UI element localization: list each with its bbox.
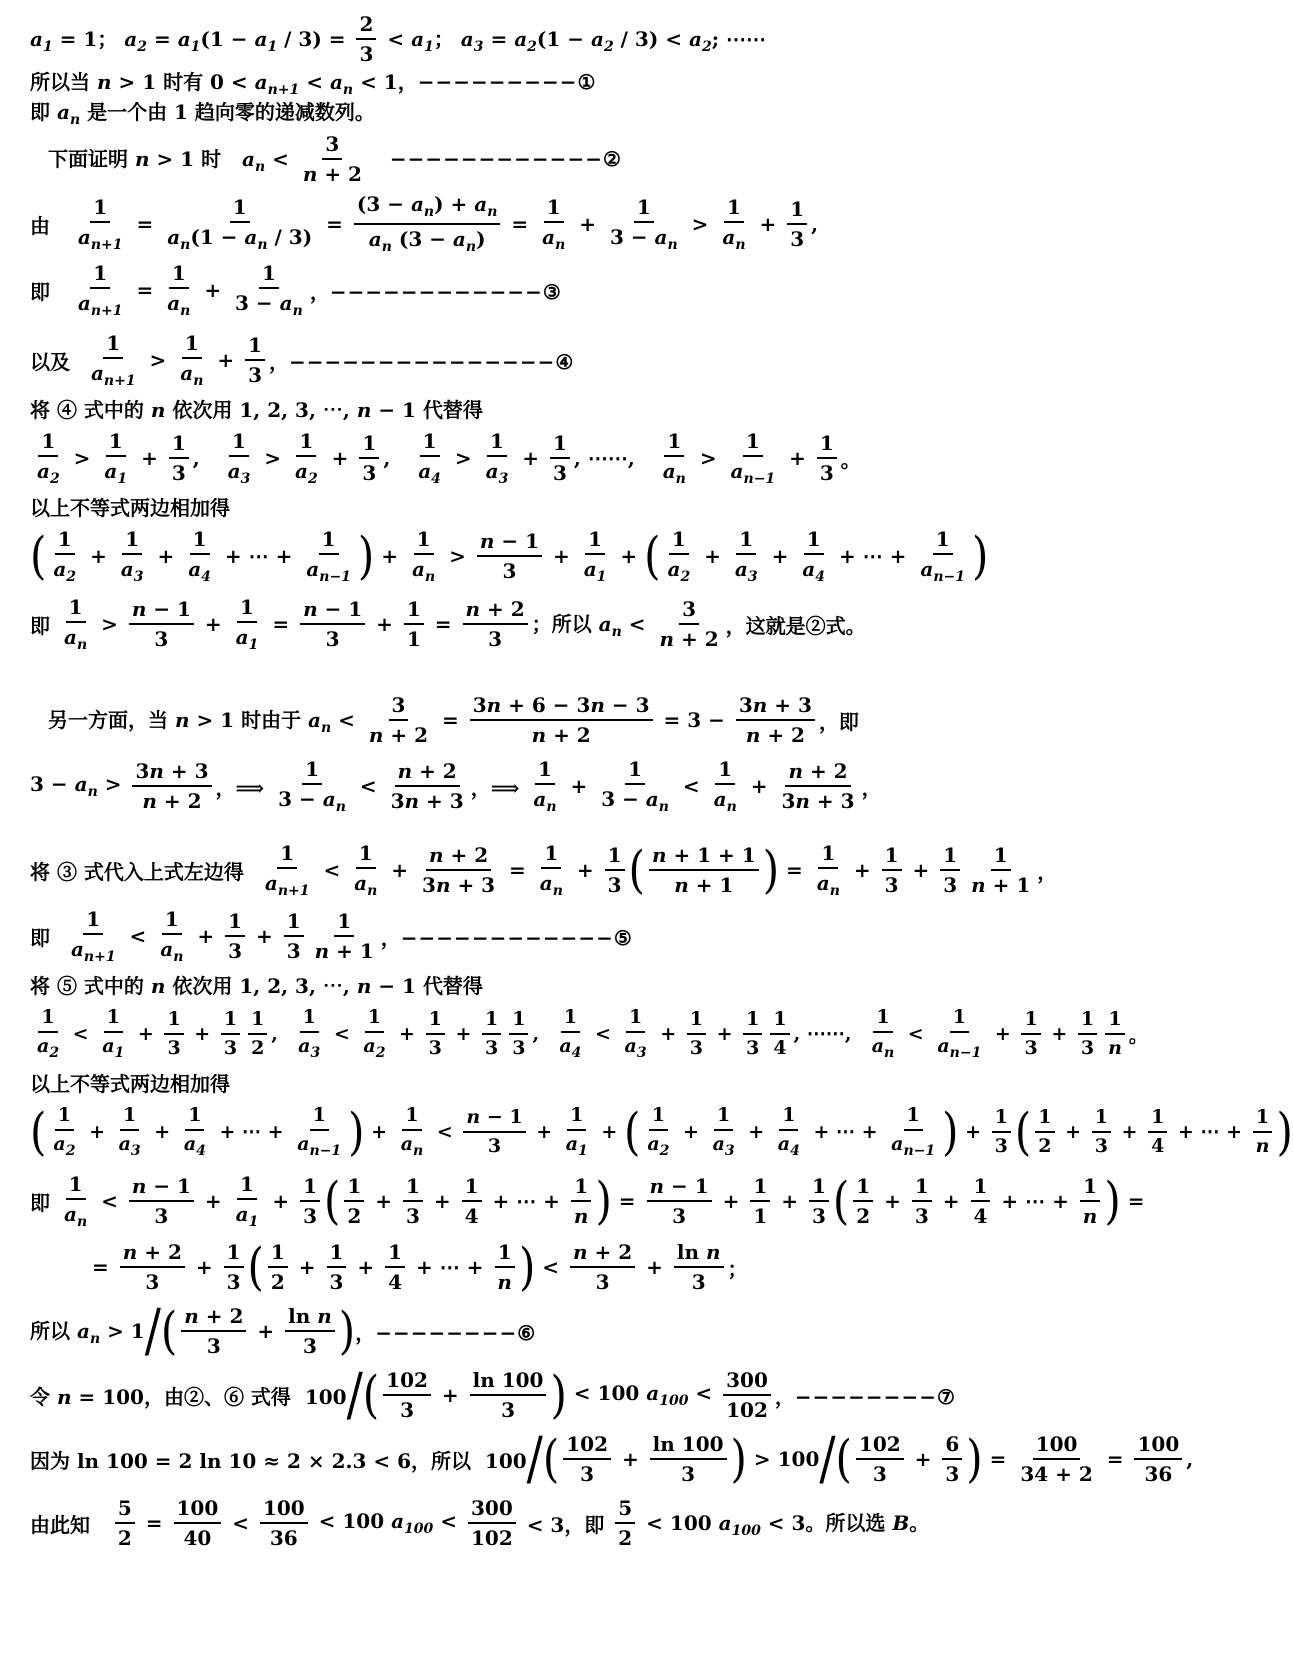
- math-line-5: 由 $\frac{1}{a_{n+1}}$ = $\frac{1}{a_n(1 - a_n / 3)}$ = $\frac{(3 - a_n) + a_n}{a_n (3 - a_n)}$ = $\frac{1}{a_n}$ + $\frac{1}{3 - a_n}$ > $\frac{1}{a_n}$ + $\frac{1}{3}$ ,: [30, 192, 819, 255]
- math-line-12: 即 $\frac{1}{a_n}$ > $\frac{n - 1}{3}$ + $\frac{1}{a_1}$ = $\frac{n - 1}{3}$ + $\frac{1}{1}$ = $\frac{n + 2}{3}$ ；所以 $a_n$ < $\frac{3}{n + 2}$ ，这就是②式。: [30, 594, 866, 653]
- math-line-3: 即 $a_n$ 是一个由 1 趋向零的递减数列。: [30, 100, 375, 128]
- math-line-25: 因为 ln 100 = 2 ln 10 ≈ 2 × 2.3 < 6，所以 100 / ( $\frac{102}{3}$ + $\frac{\ln 100}{3}$ ) > 100 / ( $\frac{102}{3}$ + $\frac{6}{3}$ ) = $\frac{100}{34 + 2}$ = $\frac{100}{36}$ ,: [30, 1425, 1194, 1493]
- math-line-7: 以及 $\frac{1}{a_{n+1}}$ > $\frac{1}{a_n}$ + $\frac{1}{3}$ ，−−−−−−−−−−−−−−−④: [30, 330, 574, 389]
- math-line-4: 下面证明 n > 1 时 $a_n$ < $\frac{3}{n + 2}$ −−−−−−−−−−−−②: [48, 132, 621, 186]
- math-line-6: 即 $\frac{1}{a_{n+1}}$ = $\frac{1}{a_n}$ + $\frac{1}{3 - a_n}$ ，−−−−−−−−−−−−③: [30, 260, 561, 319]
- math-line-22: = $\frac{n + 2}{3}$ + $\frac{1}{3}$ ( $\frac{1}{2}$ + $\frac{1}{3}$ + $\frac{1}{4}$ + ⋯ + $\frac{1}{n}$ ) < $\frac{n + 2}{3}$ + $\frac{\text{ln n}}{3}$ ；: [92, 1237, 748, 1296]
- math-line-17: 将 ⑤ 式中的 n 依次用 1, 2, 3, ⋯, n − 1 代替得: [30, 973, 483, 998]
- math-line-2: 所以当 n > 1 时有 $0 < a_{n+1} < a_n < 1$，−−−−−−−−−①: [30, 70, 596, 98]
- math-line-26: 由此知 $\frac{5}{2}$ = $\frac{100}{40}$ < $\frac{100}{36}$ < 100 $a_{100}$ < $\frac{300}{102}$ < 3，即 $\frac{5}{2}$ < 100 $a_{100} < 3$。所以选 B。: [30, 1496, 930, 1550]
- math-line-11: ( $\frac{1}{a_2}$ + $\frac{1}{a_3}$ + $\frac{1}{a_4}$ + ⋯ + $\frac{1}{a_{n-1}}$ ) + $\frac{1}{a_n}$ > $\frac{n - 1}{3}$ + $\frac{1}{a_1}$ + ( $\frac{1}{a_2}$ + $\frac{1}{a_3}$ + $\frac{1}{a_4}$ + ⋯ + $\frac{1}{a_{n-1}}$ ): [30, 526, 989, 585]
- math-line-19: 以上不等式两边相加得: [30, 1071, 230, 1096]
- math-line-15: 将 ③ 式代入上式左边得 $\frac{1}{a_{n+1}}$ < $\frac{1}{a_n}$ + $\frac{n + 2}{3n + 3}$ = $\frac{1}{a_n}$ + $\frac{1}{3}$ ( $\frac{n + 1 + 1}{n + 1}$ ) = $\frac{1}{a_n}$ + $\frac{1}{3}$ + $\frac{1}{3}$ $\frac{1}{n + 1}$ ，: [30, 840, 1058, 899]
- math-line-1: $a_1 = 1$； $a_2 = a_1(1 - a_1 / 3)$ = $\frac{2}{3}$ < $a_1$； $a_3 = a_2(1 - a_2 / 3) < a_2$; ⋯⋯: [30, 12, 767, 66]
- math-line-18: $\frac{1}{a_2}$ < $\frac{1}{a_1}$ + $\frac{1}{3}$ + $\frac{1}{3}$ $\frac{1}{2}$ , $\frac{1}{a_3}$ < $\frac{1}{a_2}$ + $\frac{1}{3}$ + $\frac{1}{3}$ $\frac{1}{3}$ , $\frac{1}{a_4}$ < $\frac{1}{a_3}$ + $\frac{1}{3}$ + $\frac{1}{3}$ $\frac{1}{4}$ , ⋯⋯, $\frac{1}{a_n}$ < $\frac{1}{a_{n-1}}$ + $\frac{1}{3}$ + $\frac{1}{3}$ $\frac{1}{n}$ 。: [37, 1006, 1148, 1061]
- math-line-21: 即 $\frac{1}{a_n}$ < $\frac{n - 1}{3}$ + $\frac{1}{a_1}$ + $\frac{1}{3}$ ( $\frac{1}{2}$ + $\frac{1}{3}$ + $\frac{1}{4}$ + ⋯ + $\frac{1}{n}$ ) = $\frac{n - 1}{3}$ + $\frac{1}{1}$ + $\frac{1}{3}$ ( $\frac{1}{2}$ + $\frac{1}{3}$ + $\frac{1}{4}$ + ⋯ + $\frac{1}{n}$ ) =: [30, 1171, 1145, 1230]
- math-line-23: 所以 $a_n > 1$ / ( $\frac{n + 2}{3}$ + $\frac{\text{ln n}}{3}$ ) ，−−−−−−−−⑥: [30, 1297, 536, 1365]
- math-line-10: 以上不等式两边相加得: [30, 495, 230, 520]
- math-line-16: 即 $\frac{1}{a_{n+1}}$ < $\frac{1}{a_n}$ + $\frac{1}{3}$ + $\frac{1}{3}$ $\frac{1}{n + 1}$ ，−−−−−−−−−−−−⑤: [30, 906, 632, 965]
- math-line-9: $\frac{1}{a_2}$ > $\frac{1}{a_1}$ + $\frac{1}{3}$ , $\frac{1}{a_3}$ > $\frac{1}{a_2}$ + $\frac{1}{3}$ , $\frac{1}{a_4}$ > $\frac{1}{a_3}$ + $\frac{1}{3}$ , ⋯⋯, $\frac{1}{a_n}$ > $\frac{1}{a_{n-1}}$ + $\frac{1}{3}$ 。: [37, 428, 861, 487]
- math-line-13: 另一方面，当 n > 1 时由于 $a_n$ < $\frac{3}{n + 2}$ = $\frac{3n + 6 - 3n - 3}{n + 2}$ = 3 − $\frac{3n + 3}{n + 2}$ ，即: [48, 693, 859, 747]
- math-line-14: $3 - a_n$ > $\frac{3n + 3}{n + 2}$ ，⟹ $\frac{1}{3 - a_n}$ < $\frac{n + 2}{3n + 3}$ ，⟹ $\frac{1}{a_n}$ + $\frac{1}{3 - a_n}$ < $\frac{1}{a_n}$ + $\frac{n + 2}{3n + 3}$ ，: [30, 756, 882, 815]
- math-line-8: 将 ④ 式中的 n 依次用 1, 2, 3, ⋯, n − 1 代替得: [30, 397, 483, 422]
- math-line-20: ( $\frac{1}{a_2}$ + $\frac{1}{a_3}$ + $\frac{1}{a_4}$ + ⋯ + $\frac{1}{a_{n-1}}$ ) + $\frac{1}{a_n}$ < $\frac{n - 1}{3}$ + $\frac{1}{a_1}$ + ( $\frac{1}{a_2}$ + $\frac{1}{a_3}$ + $\frac{1}{a_4}$ + ⋯ + $\frac{1}{a_{n-1}}$ ) + $\frac{1}{3}$ ( $\frac{1}{2}$ + $\frac{1}{3}$ + $\frac{1}{4}$ + ⋯ + $\frac{1}{n}$ ): [30, 1102, 1293, 1161]
- math-line-24: 令 n = 100，由②、⑥ 式得 100 / ( $\frac{102}{3}$ + $\frac{\ln 100}{3}$ ) < 100 $a_{100}$ < $\frac{300}{102}$ ，−−−−−−−−⑦: [30, 1361, 955, 1429]
